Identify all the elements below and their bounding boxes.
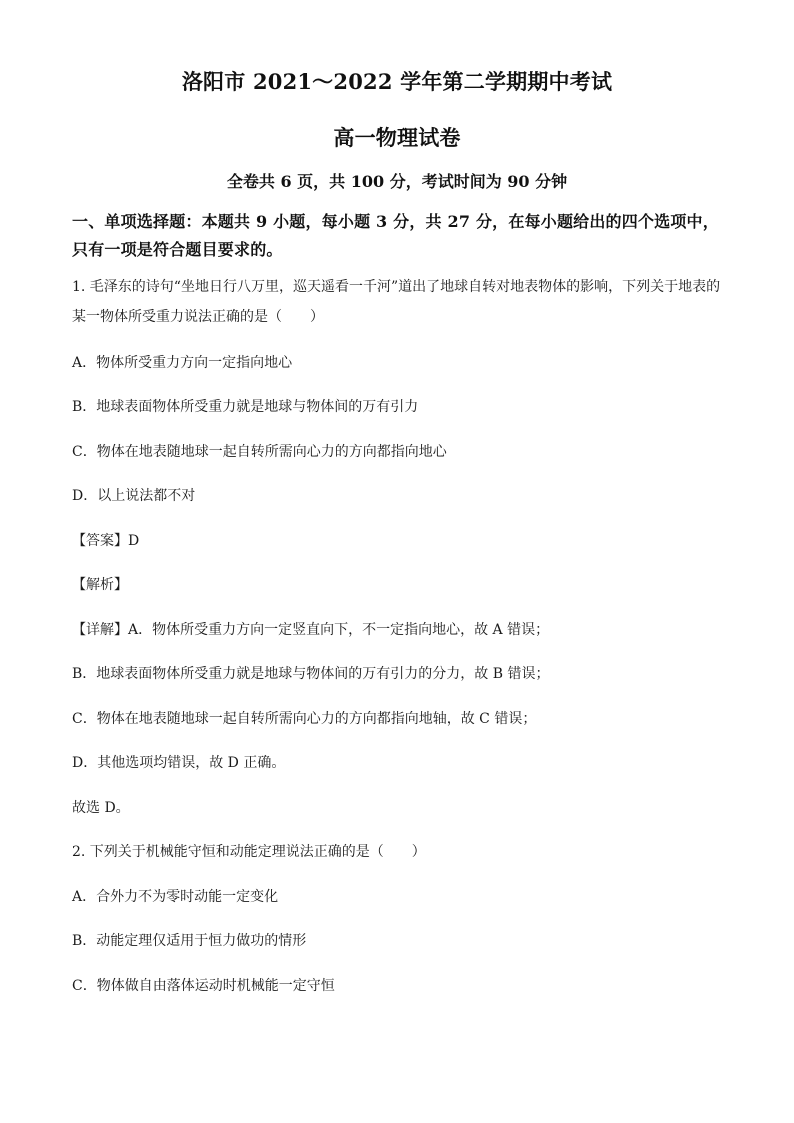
question-1-option-c: C．物体在地表随地球一起自转所需向心力的方向都指向地心: [72, 444, 447, 460]
exam-subtitle: 高一物理试卷: [333, 125, 461, 150]
question-1-answer: 【答案】D: [72, 533, 140, 549]
question-2-option-b: B．动能定理仅适用于恒力做功的情形: [72, 933, 307, 949]
question-1-option-a: A．物体所受重力方向一定指向地心: [72, 355, 293, 371]
question-1-detail-c: C．物体在地表随地球一起自转所需向心力的方向都指向地轴，故 C 错误；: [72, 711, 537, 727]
exam-meta: 全卷共 6 页，共 100 分，考试时间为 90 分钟: [226, 172, 568, 191]
question-1-detail-d: D．其他选项均错误，故 D 正确。: [72, 755, 286, 771]
question-1-conclusion: 故选 D。: [72, 800, 130, 816]
question-1-option-d: D．以上说法都不对: [72, 488, 196, 504]
question-1-option-b: B．地球表面物体所受重力就是地球与物体间的万有引力: [72, 399, 419, 415]
section-heading: 一、单项选择题：本题共 9 小题，每小题 3 分，共 27 分，在每小题给出的四个选项中，只有一项是符合题目要求的。: [72, 212, 719, 259]
question-2-option-a: A．合外力不为零时动能一定变化: [72, 889, 279, 905]
question-2-option-c: C．物体做自由落体运动时机械能一定守恒: [72, 978, 335, 994]
question-1-detail-a: 【详解】A．物体所受重力方向一定竖直向下，不一定指向地心，故 A 错误；: [72, 622, 550, 638]
question-1-stem: 1. 毛泽东的诗句“坐地日行八万里，巡天遥看一千河”道出了地球自转对地表物体的影响，下列关于地表的某一物体所受重力说法正确的是（ ）: [72, 279, 721, 325]
exam-title: 洛阳市 2021～2022 学年第二学期期中考试: [181, 69, 613, 94]
question-1-analysis-label: 【解析】: [72, 577, 128, 593]
question-2-stem: 2. 下列关于机械能守恒和动能定理说法正确的是（ ）: [72, 844, 426, 860]
question-1-detail-b: B．地球表面物体所受重力就是地球与物体间的万有引力的分力，故 B 错误；: [72, 666, 550, 682]
